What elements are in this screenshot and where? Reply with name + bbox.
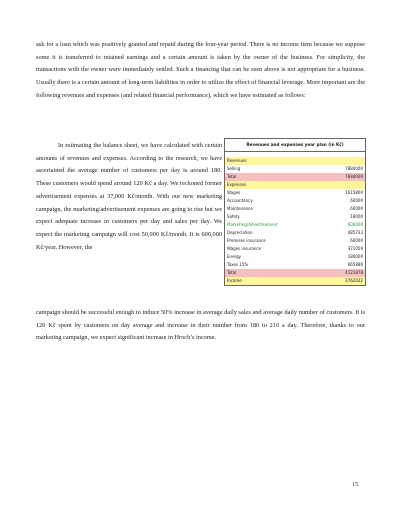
table-row-revenues-total xyxy=(225,173,365,181)
paragraph-intro: ask for a loan which was positively granted and repaid during the four-year period. There is no income item because we suppose some it is transferred to retained earnings and a certain amount is taken by the owner of the business. For simplicity, the transactions with the owner were immediately settled. Such a financing that can be seen above is not appropriate for a business. Usually there is a certain amount of long-term liabilities in order to utilize the effect of financial leverage. More important are the following revenues and expenses (and related financial performance), which we have estimated as follows: xyxy=(36,41,365,99)
row-label: Wages insurance xyxy=(227,246,262,251)
table-row-expenses-total xyxy=(225,269,365,277)
paragraph-estimation-text: In estimating the balance sheet, we have calculated with certain amounts of revenues and expenses. According to the research, we have ascertained the average number of customers per day is around 180. These customers would spend around 120 Kč a day. We reckoned former advertisement expenses at 37,000 Kč/month. With our new marketing campaign, the marketing/advertisement expenses are going to rise but we expect adequate increase in customers per day and sales per day. We expect the marketing campaign will cost 50,000 Kč/month. It is 600,000 Kč/year. However, the xyxy=(36,142,222,251)
row-label: Total xyxy=(227,270,237,275)
row-value: 665886 xyxy=(347,262,363,267)
table-row-expenses-header xyxy=(225,181,365,189)
row-label: Premises insurance xyxy=(227,238,266,243)
table-row-accountancy xyxy=(225,197,365,205)
row-label: Depreciation xyxy=(227,230,253,235)
row-value: 4121878 xyxy=(345,270,363,275)
paragraph-estimation xyxy=(36,140,222,254)
row-value: 60000 xyxy=(350,198,363,203)
row-value: 1615800 xyxy=(345,190,363,195)
row-label: Maintenance xyxy=(227,206,253,211)
row-label: Income xyxy=(227,278,242,283)
row-value xyxy=(323,181,365,189)
row-value: 485733 xyxy=(347,230,363,235)
table-title: Revenues and expenses year plan (in Kč) xyxy=(225,139,365,152)
row-label: Accountancy xyxy=(227,198,253,203)
table-row-maintenance xyxy=(225,205,365,213)
table-row-selling xyxy=(225,165,365,173)
table-row-energy xyxy=(225,253,365,261)
row-label: Marketing/Advertisement xyxy=(227,222,278,227)
table-row-wages xyxy=(225,189,365,197)
row-label: Total xyxy=(227,174,237,179)
row-label: Taxes 15% xyxy=(227,262,249,267)
row-label: Revenues xyxy=(227,158,247,163)
revenues-expenses-table xyxy=(224,138,366,286)
row-value: 60000 xyxy=(350,206,363,211)
row-value xyxy=(323,157,365,165)
row-value: 60000 xyxy=(350,238,363,243)
table-row-marketing xyxy=(225,221,365,229)
table-row-depreciation xyxy=(225,229,365,237)
table-row-safety xyxy=(225,213,365,221)
page-number: 15 xyxy=(352,481,359,488)
row-value: 7884000 xyxy=(345,166,363,171)
row-value: 180000 xyxy=(347,254,363,259)
table-row-taxes xyxy=(225,261,365,269)
row-label: Energy xyxy=(227,254,242,259)
table-row-income xyxy=(225,277,365,285)
row-value: 3762022 xyxy=(345,278,363,283)
row-label: Wages xyxy=(227,190,241,195)
row-label: Selling xyxy=(227,166,241,171)
row-value: 371059 xyxy=(347,246,363,251)
paragraph-conclusion: campaign should be successful enough to induce 50% increase in average daily sales and average daily number of customers. It is 120 Kč spent by customers on day average and increase in their number from 180 to 210 a day. Therefore, thanks to our marketing campaign, we expect significant increase in Hroch’s income. xyxy=(36,309,365,342)
row-value: 600000 xyxy=(347,222,363,227)
row-value: 7884000 xyxy=(345,174,363,179)
row-label: Safety xyxy=(227,214,240,219)
table-row-revenues-header xyxy=(225,157,365,165)
table-row-wages-insurance xyxy=(225,245,365,253)
row-label: Expenses xyxy=(227,182,247,187)
table-row-premises-insurance xyxy=(225,237,365,245)
row-value: 18000 xyxy=(350,214,363,219)
